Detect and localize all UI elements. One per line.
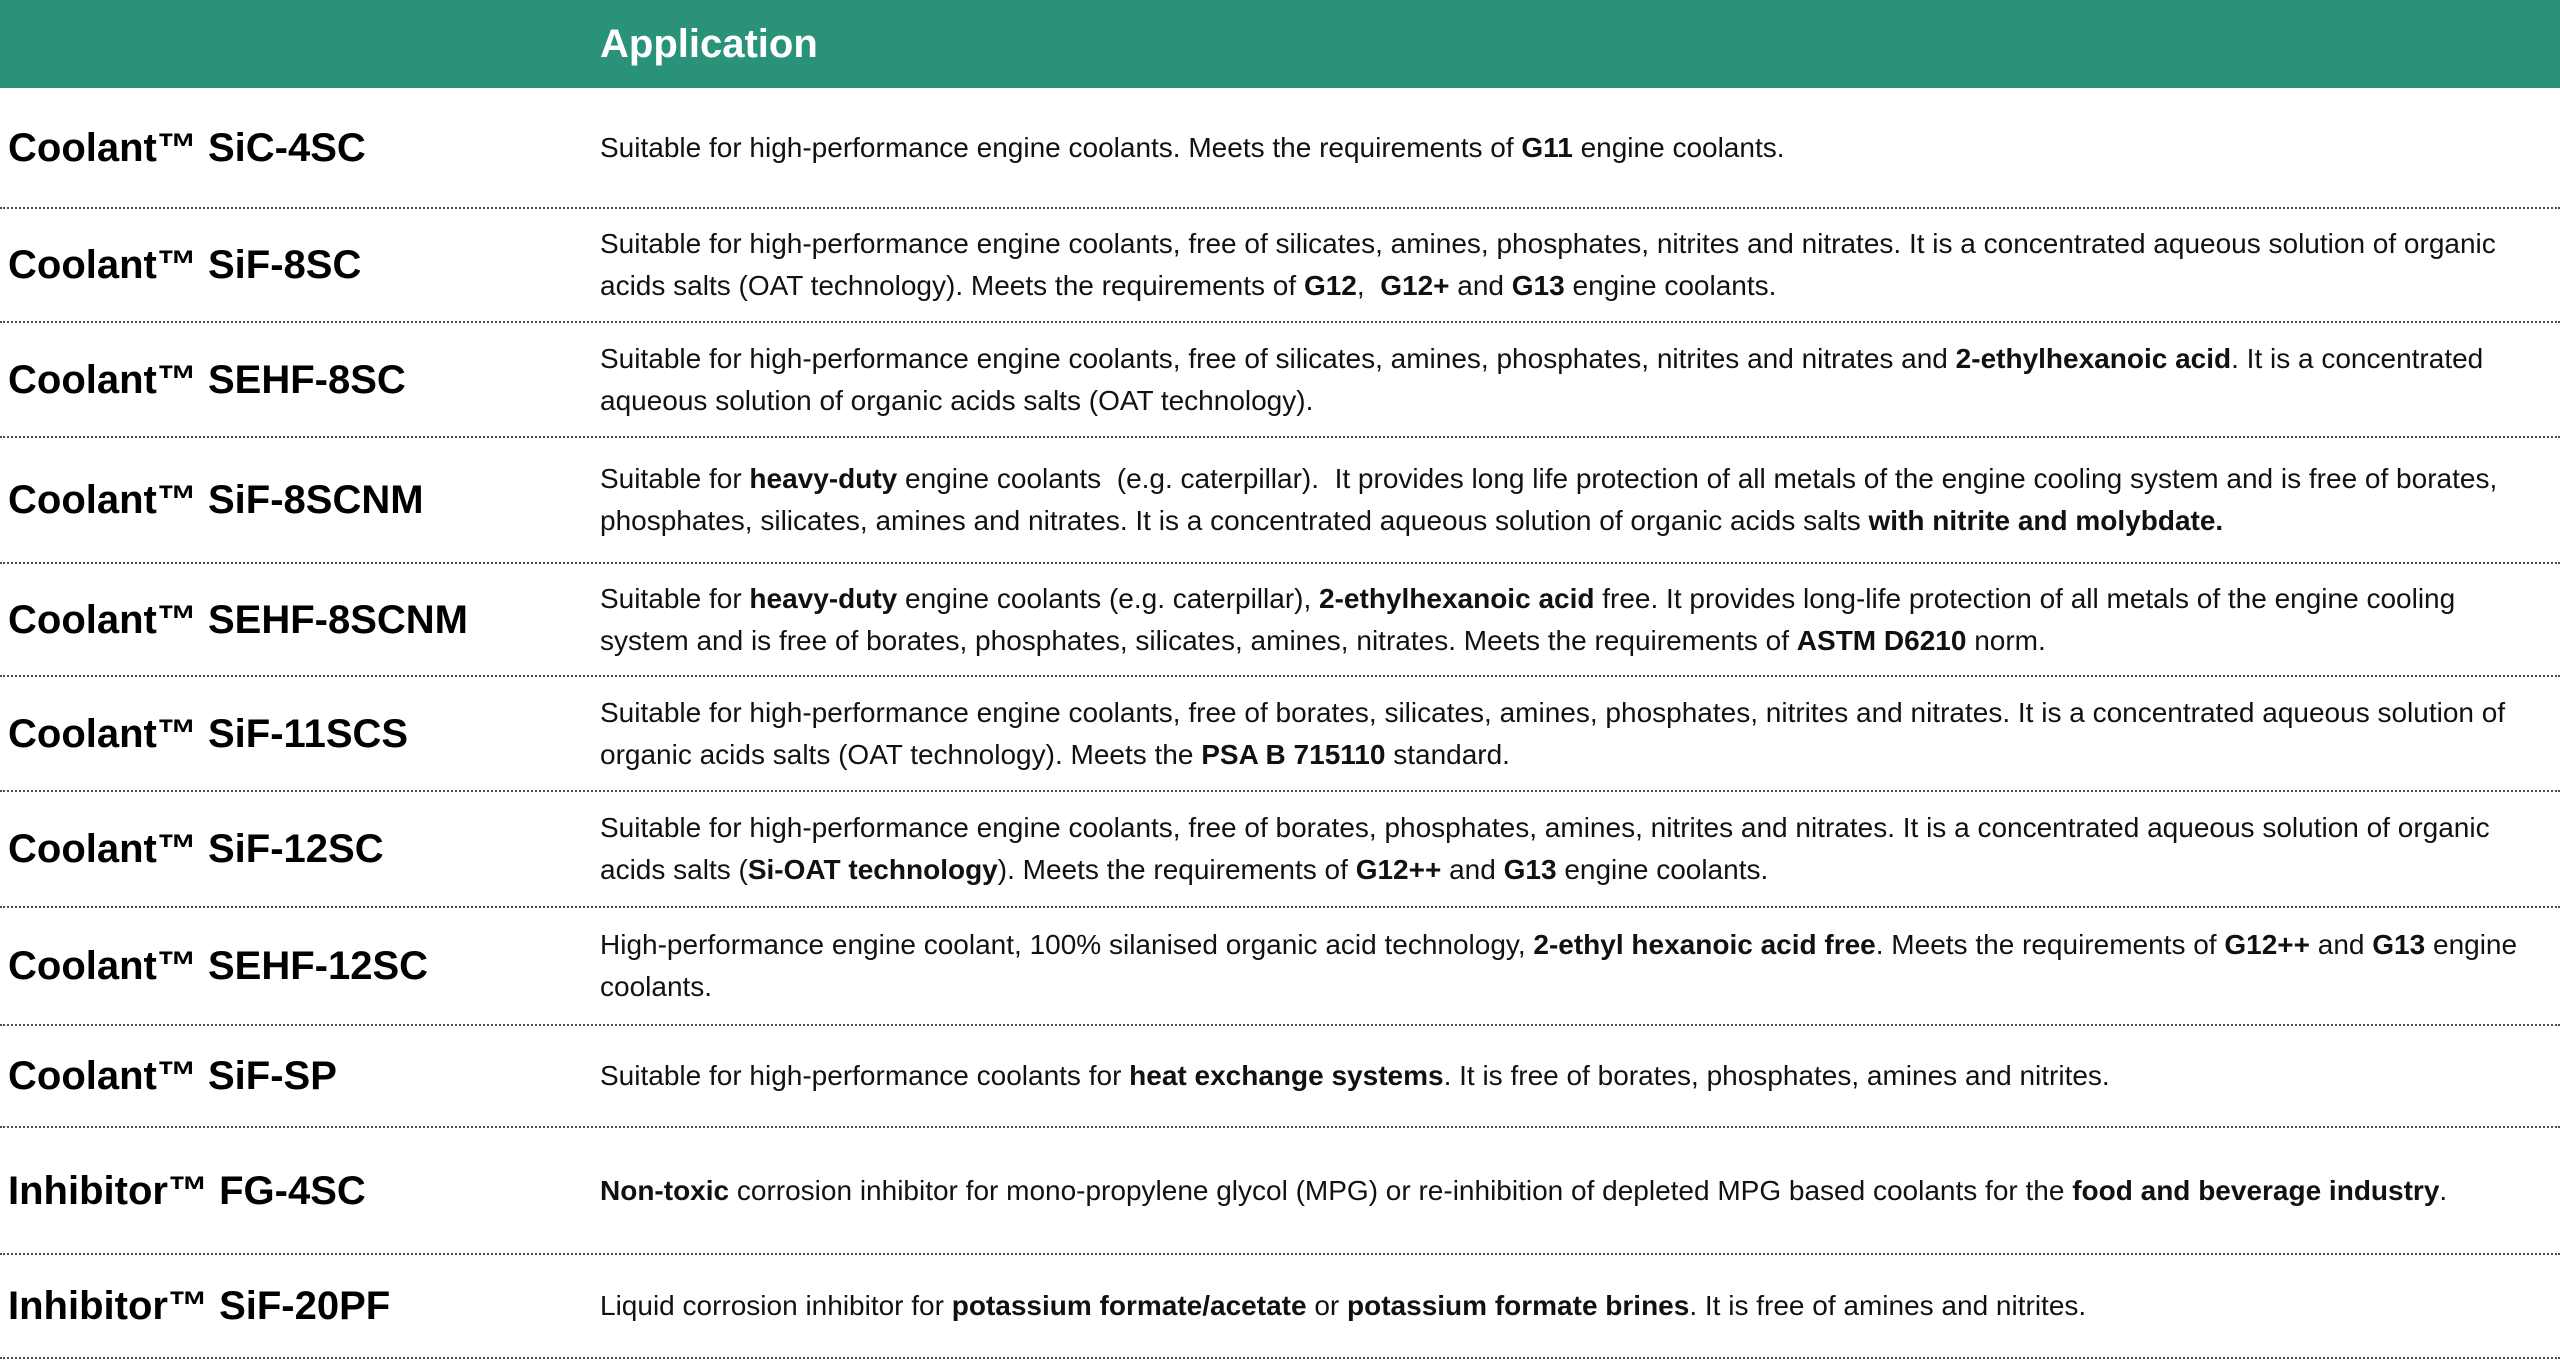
product-name: Inhibitor™ FG-4SC xyxy=(8,1168,366,1213)
table-row xyxy=(0,323,2560,438)
product-application: Non-toxic corrosion inhibitor for mono-propylene glycol (MPG) or re-inhibition of depleted MPG based coolants for the food and beverage industry. xyxy=(600,1174,2448,1206)
table-row xyxy=(0,564,2560,677)
product-name: Coolant™ SEHF-8SCNM xyxy=(8,597,468,642)
table-row xyxy=(0,438,2560,564)
product-application: High-performance engine coolant, 100% silanised organic acid technology, 2-ethyl hexanoic acid free. Meets the requirements of G12++ and G13 engine coolants. xyxy=(600,929,2525,1002)
product-application: Suitable for heavy-duty engine coolants (e.g. caterpillar), 2-ethylhexanoic acid free. It provides long-life protection of all metals of the engine cooling system and is free of borates, phosphates, silicates, amines, nitrates. Meets the requirements of ASTM D6210 norm. xyxy=(600,582,2463,656)
table-body xyxy=(0,88,2560,1359)
product-name: Coolant™ SiF-8SCNM xyxy=(8,478,424,522)
product-name: Coolant™ SEHF-12SC xyxy=(8,944,429,988)
product-application: Liquid corrosion inhibitor for potassium formate/acetate or potassium formate brines. It is free of amines and nitrites. xyxy=(600,1290,2087,1321)
product-name: Coolant™ SiF-11SCS xyxy=(8,711,409,756)
table-row xyxy=(0,677,2560,792)
product-application: Suitable for high-performance engine coolants. Meets the requirements of G11 engine coolants. xyxy=(600,131,1785,163)
product-application: Suitable for high-performance engine coolants, free of borates, phosphates, amines, nitrites and nitrates. It is a concentrated aqueous solution of organic acids salts (Si-OAT technology). Meets the requirements of G12++ and G13 engine coolants. xyxy=(600,812,2498,885)
table-header-row xyxy=(0,0,2560,88)
product-name: Coolant™ SiC-4SC xyxy=(8,125,366,170)
product-application: Suitable for high-performance engine coolants, free of silicates, amines, phosphates, nitrites and nitrates and 2-ethylhexanoic acid. It is a concentrated aqueous solution of organic acids salts (OAT technology). xyxy=(600,342,2492,416)
table-row xyxy=(0,209,2560,323)
product-name: Coolant™ SiF-SP xyxy=(8,1054,337,1098)
table-row xyxy=(0,1128,2560,1255)
product-name: Coolant™ SiF-8SC xyxy=(8,243,362,287)
product-application: Suitable for high-performance engine coolants, free of silicates, amines, phosphates, nitrites and nitrates. It is a concentrated aqueous solution of organic acids salts (OAT technology). Meets the requirements of G12, G12+ and G13 engine coolants. xyxy=(600,228,2504,301)
product-name: Coolant™ SEHF-8SC xyxy=(8,357,406,402)
product-name: Inhibitor™ SiF-20PF xyxy=(8,1284,391,1328)
product-application: Suitable for high-performance coolants for heat exchange systems. It is free of borates, phosphates, amines and nitrites. xyxy=(600,1060,2110,1091)
product-application: Suitable for heavy-duty engine coolants (e.g. caterpillar). It provides long life protection of all metals of the engine cooling system and is free of borates, phosphates, silicates, amines and nitrates. It is a concentrated aqueous solution of organic acids salts with nitrite and molybdate. xyxy=(600,463,2506,536)
table-row xyxy=(0,1255,2560,1359)
table-row xyxy=(0,792,2560,908)
product-name: Coolant™ SiF-12SC xyxy=(8,827,384,871)
table-row xyxy=(0,88,2560,209)
table-row xyxy=(0,1026,2560,1128)
application-column-header: Application xyxy=(600,22,818,66)
product-application: Suitable for high-performance engine coolants, free of borates, silicates, amines, phosphates, nitrites and nitrates. It is a concentrated aqueous solution of organic acids salts (OAT technology). Meets the PSA B 715110 standard. xyxy=(600,696,2513,770)
table-row xyxy=(0,908,2560,1026)
